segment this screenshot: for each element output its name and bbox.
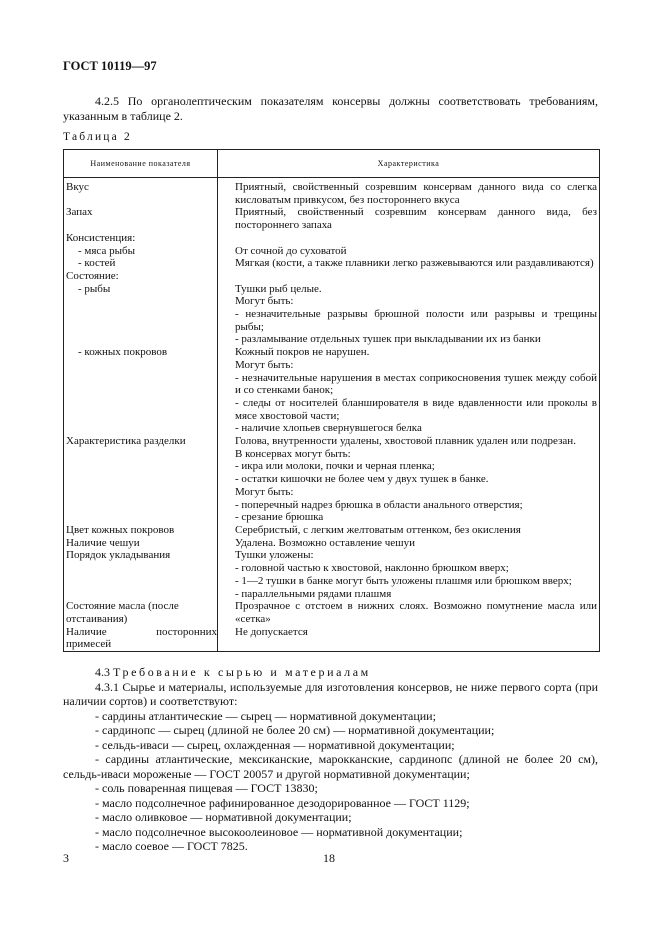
row-indicator-name bbox=[64, 308, 218, 333]
row-characteristic bbox=[218, 232, 600, 245]
row-indicator-name: Вкус bbox=[64, 178, 218, 207]
row-indicator-name: Консистенция: bbox=[64, 232, 218, 245]
table-row bbox=[64, 232, 600, 245]
row-characteristic: - незначительные разрывы брюшной полости или разрывы и трещины рыбы; bbox=[218, 308, 600, 333]
row-indicator-name: Наличие посторонних примесей bbox=[64, 626, 218, 652]
section-paragraph: 4.3.1 Сырье и материалы, используемые для изготовления консервов, не ниже первого сорта (при наличии сортов) и соответствуют: bbox=[63, 679, 598, 708]
table-row bbox=[64, 333, 600, 346]
table-row bbox=[64, 499, 600, 512]
table-row bbox=[64, 283, 600, 296]
table-row bbox=[64, 626, 600, 652]
section-title: Требование к сырью и материалам bbox=[113, 665, 371, 679]
row-characteristic: Тушки уложены: bbox=[218, 549, 600, 562]
table-row bbox=[64, 435, 600, 448]
table-row bbox=[64, 575, 600, 588]
table-row bbox=[64, 295, 600, 308]
section-4-3 bbox=[63, 665, 598, 854]
row-indicator-name bbox=[64, 359, 218, 372]
row-characteristic: Прозрачное с отстоем в нижних слоях. Возможно помутнение масла или «сетка» bbox=[218, 600, 600, 625]
table-row bbox=[64, 562, 600, 575]
row-characteristic: - наличие хлопьев свернувшегося белка bbox=[218, 422, 600, 435]
list-item: - соль поваренная пищевая — ГОСТ 13830; bbox=[95, 781, 318, 795]
row-characteristic: - следы от носителей бланширователя в виде вдавленности или проколы в мясе хвостовой части; bbox=[218, 397, 600, 422]
row-indicator-name: - рыбы bbox=[64, 283, 218, 296]
row-characteristic: Удалена. Возможно оставление чешуи bbox=[218, 537, 600, 550]
table-row bbox=[64, 524, 600, 537]
list-item: - сардины атлантические — сырец — нормативной документации; bbox=[95, 708, 436, 723]
row-characteristic: - срезание брюшка bbox=[218, 511, 600, 524]
row-characteristic: В консервах могут быть: bbox=[218, 448, 600, 461]
row-characteristic: Приятный, свойственный созревшим консервам данного вида со слегка кисловатым привкусом, без постороннего вкуса bbox=[218, 178, 600, 207]
table-row bbox=[64, 270, 600, 283]
document-code: ГОСТ 10119—97 bbox=[63, 59, 157, 73]
col-header-name: Наименование показателя bbox=[64, 150, 218, 178]
table-row bbox=[64, 257, 600, 270]
row-indicator-name bbox=[64, 295, 218, 308]
row-indicator-name: - мяса рыбы bbox=[64, 245, 218, 258]
row-characteristic: - икра или молоки, почки и черная пленка; bbox=[218, 460, 600, 473]
row-characteristic: Мягкая (кости, а также плавники легко разжевываются или раздавливаются) bbox=[218, 257, 600, 270]
row-indicator-name bbox=[64, 473, 218, 486]
row-indicator-name bbox=[64, 397, 218, 422]
table-row bbox=[64, 178, 600, 207]
row-indicator-name bbox=[64, 448, 218, 461]
list-item: - сельдь-иваси — сырец, охлажденная — нормативной документации; bbox=[95, 737, 455, 752]
row-indicator-name: - кожных покровов bbox=[64, 346, 218, 359]
table-row bbox=[64, 511, 600, 524]
table-row bbox=[64, 346, 600, 359]
table-caption: Таблица 2 bbox=[63, 131, 132, 143]
row-characteristic: Могут быть: bbox=[218, 359, 600, 372]
row-characteristic: - поперечный надрез брюшка в области анального отверстия; bbox=[218, 499, 600, 512]
row-characteristic: Могут быть: bbox=[218, 486, 600, 499]
table-row bbox=[64, 473, 600, 486]
row-characteristic: От сочной до суховатой bbox=[218, 245, 600, 258]
row-characteristic: Могут быть: bbox=[218, 295, 600, 308]
table-row bbox=[64, 397, 600, 422]
table-row bbox=[64, 460, 600, 473]
row-characteristic: Приятный, свойственный созревшим консервам данного вида, без постороннего запаха bbox=[218, 206, 600, 231]
row-indicator-name: Порядок укладывания bbox=[64, 549, 218, 562]
page-number: 18 bbox=[323, 851, 335, 865]
table-row bbox=[64, 600, 600, 625]
organoleptic-table bbox=[63, 149, 600, 652]
row-characteristic: Кожный покров не нарушен. bbox=[218, 346, 600, 359]
row-indicator-name: Состояние масла (после отстаивания) bbox=[64, 600, 218, 625]
row-indicator-name bbox=[64, 562, 218, 575]
table-row bbox=[64, 486, 600, 499]
list-item: - масло подсолнечное высокоолеиновое — нормативной документации; bbox=[95, 824, 463, 839]
row-characteristic bbox=[218, 270, 600, 283]
table-row bbox=[64, 359, 600, 372]
table-row bbox=[64, 206, 600, 231]
list-item: - масло соевое — ГОСТ 7825. bbox=[95, 839, 248, 853]
row-characteristic: - разламывание отдельных тушек при выкладывании их из банки bbox=[218, 333, 600, 346]
row-indicator-name bbox=[64, 575, 218, 588]
row-indicator-name bbox=[64, 372, 218, 397]
col-header-characteristic: Характеристика bbox=[218, 150, 600, 178]
row-characteristic: Тушки рыб целые. bbox=[218, 283, 600, 296]
row-indicator-name: Характеристика разделки bbox=[64, 435, 218, 448]
row-indicator-name bbox=[64, 588, 218, 601]
table-row bbox=[64, 422, 600, 435]
row-indicator-name bbox=[64, 499, 218, 512]
row-characteristic: Не допускается bbox=[218, 626, 600, 652]
row-indicator-name: Цвет кожных покровов bbox=[64, 524, 218, 537]
row-indicator-name bbox=[64, 511, 218, 524]
list-item: - сардины атлантические, мексиканские, марокканские, сардинопс (длиной не более 20 см), сельдь-иваси мороженые — ГОСТ 20057 и другой нормативной документации; bbox=[63, 752, 598, 781]
list-item: - масло оливковое — нормативной документации; bbox=[95, 810, 352, 824]
row-indicator-name bbox=[64, 333, 218, 346]
table-row bbox=[64, 549, 600, 562]
table-row bbox=[64, 372, 600, 397]
table-row bbox=[64, 245, 600, 258]
row-characteristic: - 1—2 тушки в банке могут быть уложены плашмя или брюшком вверх; bbox=[218, 575, 600, 588]
section-number: 4.3 bbox=[95, 665, 110, 679]
list-item: - масло подсолнечное рафинированное дезодорированное — ГОСТ 1129; bbox=[95, 795, 470, 810]
row-characteristic: Серебристый, с легким желтоватым оттенком, без окисления bbox=[218, 524, 600, 537]
row-indicator-name: Запах bbox=[64, 206, 218, 231]
row-characteristic: - головной частью к хвостовой, наклонно брюшком вверх; bbox=[218, 562, 600, 575]
row-characteristic: Голова, внутренности удалены, хвостовой плавник удален или подрезан. bbox=[218, 435, 600, 448]
materials-list bbox=[63, 709, 598, 854]
footer-left-number: 3 bbox=[63, 851, 69, 865]
intro-paragraph: 4.2.5 По органолептическим показателям консервы должны соответствовать требованиям, указанным в таблице 2. bbox=[63, 94, 598, 123]
table-row bbox=[64, 588, 600, 601]
table-row bbox=[64, 448, 600, 461]
list-item: - сардинопс — сырец (длиной не более 20 см) — нормативной документации; bbox=[95, 723, 495, 737]
row-indicator-name: - костей bbox=[64, 257, 218, 270]
row-indicator-name: Наличие чешуи bbox=[64, 537, 218, 550]
row-characteristic: - параллельными рядами плашмя bbox=[218, 588, 600, 601]
row-indicator-name bbox=[64, 422, 218, 435]
row-indicator-name bbox=[64, 460, 218, 473]
row-characteristic: - остатки кишочки не более чем у двух тушек в банке. bbox=[218, 473, 600, 486]
row-indicator-name bbox=[64, 486, 218, 499]
row-indicator-name: Состояние: bbox=[64, 270, 218, 283]
row-characteristic: - незначительные нарушения в местах соприкосновения тушек между собой и со стенками банок; bbox=[218, 372, 600, 397]
table-row bbox=[64, 308, 600, 333]
table-row bbox=[64, 537, 600, 550]
